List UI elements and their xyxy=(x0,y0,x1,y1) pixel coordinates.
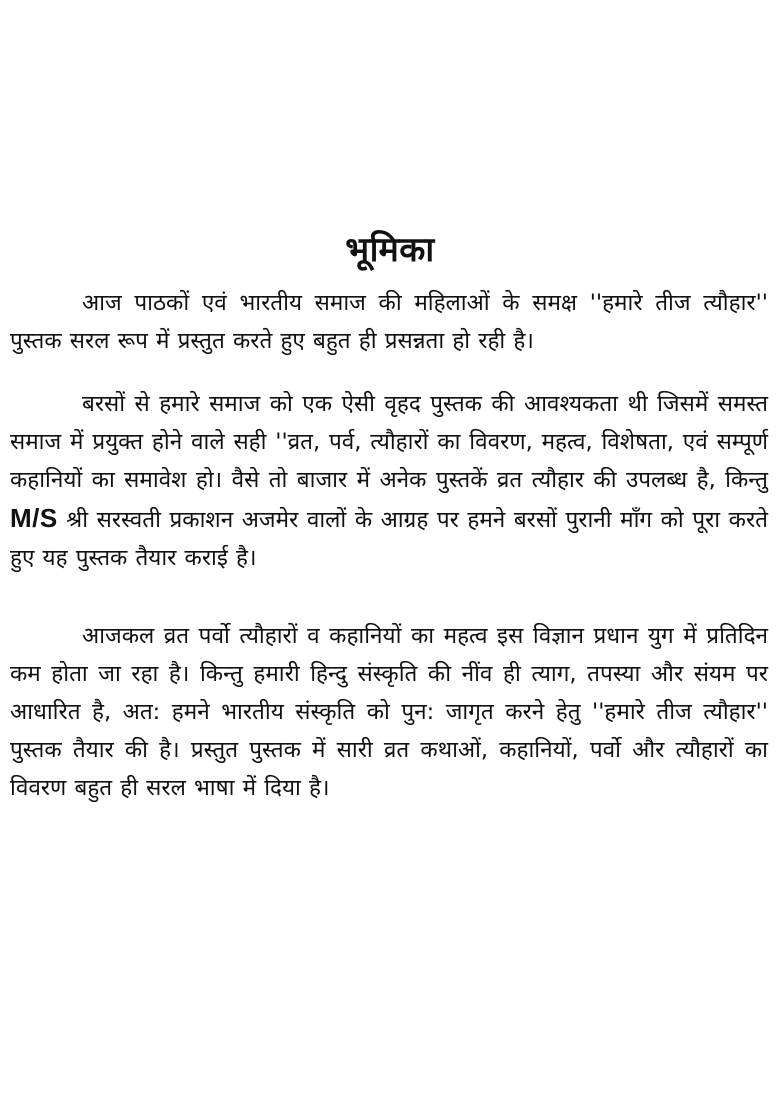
paragraph-culture: आजकल व्रत पर्वो त्यौहारों व कहानियों का महत्व इस विज्ञान प्रधान युग में प्रतिदिन कम होता जा रहा है। किन्तु हमारी हिन्दु संस्कृति की नींव ही त्याग, तपस्या और संयम पर आधारित है, अत: हमने भारतीय संस्कृति को पुन: जागृत करने हेतु ''हमारे तीज त्यौहार'' पुस्तक तैयार की है। प्रस्तुत पुस्तक में सारी व्रत कथाओं, कहानियों, पर्वो और त्यौहारों का विवरण बहुत ही सरल भाषा में दिया है। xyxy=(10,623,768,801)
paragraph-intro: आज पाठकों एवं भारतीय समाज की महिलाओं के समक्ष ''हमारे तीज त्यौहार'' पुस्तक सरल रूप में प्रस्तुत करते हुए बहुत ही प्रसन्नता हो रही है। xyxy=(10,290,768,354)
paragraph-need-text-end: श्री सरस्वती प्रकाशन अजमेर वालों के आग्रह पर हमने बरसों पुरानी माँग को पूरा करते हुए यह पुस्तक तैयार कराई है। xyxy=(10,507,768,571)
paragraph-need-text-start: बरसों से हमारे समाज को एक ऐसी वृहद पुस्तक की आवश्यकता थी जिसमें समस्त समाज में प्रयुक्त होने वाले सही ''व्रत, पर्व, त्यौहारों का विवरण, महत्व, विशेषता, एवं सम्पूर्ण कहानियों का समावेश हो। वैसे तो बाजार में अनेक पुस्तकें व्रत त्यौहार की उपलब्ध है, किन्तु xyxy=(10,391,768,493)
paragraph-need xyxy=(10,385,768,577)
page-title: भूमिका xyxy=(345,230,435,270)
ms-abbreviation: M/S xyxy=(10,503,58,533)
